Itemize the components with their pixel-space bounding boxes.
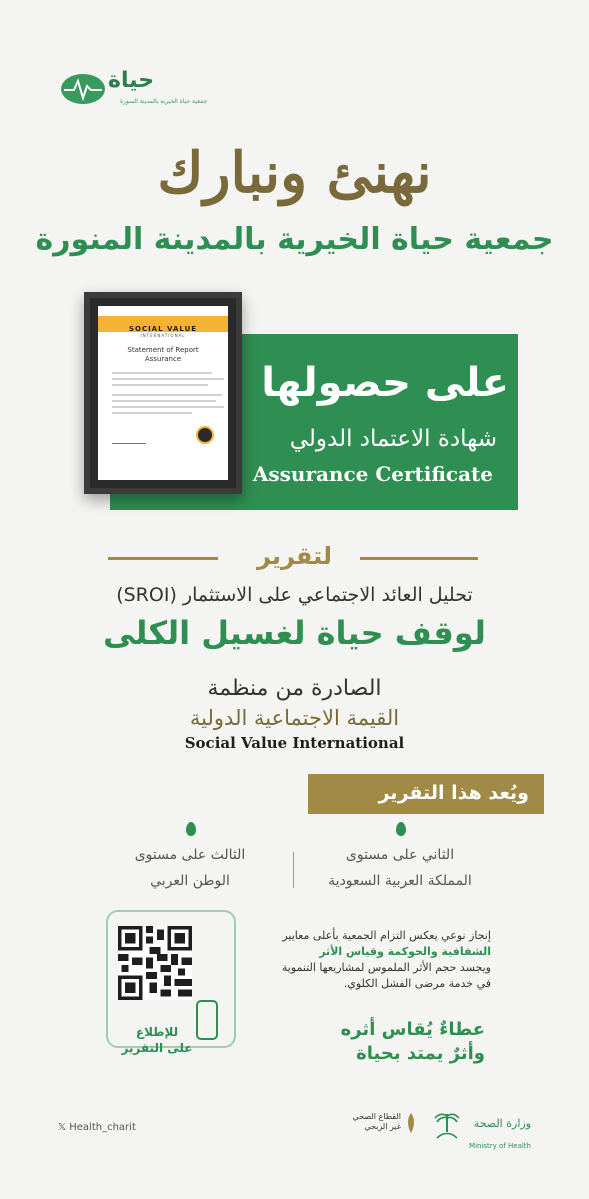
ranking-saudi-line2: المملكة العربية السعودية	[328, 873, 472, 889]
framed-certificate	[84, 292, 242, 494]
certificate-title	[98, 346, 228, 364]
ranking-arab-line2: الوطن العربي	[150, 873, 230, 889]
certificate-text-line	[112, 400, 216, 402]
palm-swords-icon	[433, 1110, 461, 1140]
non-profit-sector	[353, 1112, 401, 1132]
congrats-title: نهنئ ونبارك	[157, 140, 432, 206]
drop-icon	[186, 822, 196, 836]
achievement-title: على حصولها	[261, 360, 509, 406]
moh-name-ar: وزارة الصحة	[473, 1117, 531, 1130]
ranking-arab	[90, 842, 290, 894]
description-line4: في خدمة مرضى الفشل الكلوي.	[343, 977, 491, 990]
leaf-icon	[405, 1112, 417, 1134]
certificate-paper	[98, 306, 228, 480]
logo-name: حياة	[108, 68, 155, 93]
waqf-name: لوقف حياة لغسيل الكلى	[103, 614, 486, 652]
signature-line	[112, 434, 146, 444]
achievement-description	[231, 928, 491, 992]
certificate-title-line2: Assurance	[144, 355, 182, 363]
ranking-saudi	[300, 842, 500, 894]
qr-label-line2: على التقرير	[121, 1041, 193, 1055]
qr-label-line1: للإطلاع	[135, 1025, 179, 1039]
ranking-divider	[293, 852, 294, 888]
qr-label	[116, 1024, 198, 1056]
ranking-arab-line1: الثالث على مستوى	[134, 847, 246, 863]
heart-pulse-logo-icon	[60, 72, 106, 106]
logo-tagline: جمعية حياة الخيرية بالمدينة المنورة	[120, 98, 208, 105]
qr-code[interactable]	[118, 926, 192, 1000]
x-icon: 𝕏	[58, 1122, 70, 1133]
organization-name-ar: القيمة الاجتماعية الدولية	[189, 706, 400, 730]
description-line2: الشفافية والحوكمة وقياس الأثر	[319, 945, 491, 958]
ns-line1: القطاع الصحي	[352, 1112, 401, 1121]
x-handle[interactable]	[58, 1122, 136, 1133]
association-name: جمعية حياة الخيرية بالمدينة المنورة	[35, 222, 554, 257]
phone-scan-icon	[196, 1000, 218, 1040]
certificate-brand: SOCIAL VALUE	[128, 325, 198, 333]
moh-name-en: Ministry of Health	[469, 1142, 531, 1150]
organization-name-en: Social Value International	[184, 734, 405, 752]
report-label: لتقرير	[257, 542, 332, 570]
issued-by: الصادرة من منظمة	[207, 676, 382, 701]
social-value-brand-bar	[98, 316, 228, 332]
certificate-text-line	[112, 394, 222, 396]
certificate-text-line	[112, 412, 192, 414]
sroi-line: تحليل العائد الاجتماعي على الاستثمار (SROI)	[116, 584, 473, 606]
certificate-name-en: Assurance Certificate	[252, 462, 493, 486]
handle-text: Health_charit	[69, 1122, 136, 1133]
slogan	[255, 1018, 485, 1066]
description-line1: إنجاز نوعي يعكس التزام الجمعية بأعلى معايير	[282, 929, 491, 942]
certificate-text-line	[112, 384, 208, 386]
slogan-line1: عطاءٌ يُقاس أثره	[340, 1019, 485, 1040]
certificate-text-line	[112, 406, 224, 408]
drop-icon	[396, 822, 406, 836]
certificate-name-ar: شهادة الاعتماد الدولي	[289, 426, 497, 452]
slogan-line2: وأثرٌ يمتد بحياة	[356, 1043, 485, 1064]
certificate-text-line	[112, 372, 212, 374]
certificate-brand-sub: INTERNATIONAL	[140, 333, 186, 338]
association-logo	[60, 68, 208, 110]
ranking-saudi-line1: الثاني على مستوى	[345, 847, 455, 863]
certificate-title-line1: Statement of Report	[127, 346, 199, 354]
assurance-badge-icon	[196, 426, 214, 444]
certificate-text-line	[112, 378, 224, 380]
ns-line2: غير الربحي	[364, 1122, 401, 1131]
ranking-label: ويُعد هذا التقرير	[378, 782, 529, 804]
description-line3: ويجسد حجم الأثر الملموس لمشاريعها التنموية	[281, 961, 491, 974]
